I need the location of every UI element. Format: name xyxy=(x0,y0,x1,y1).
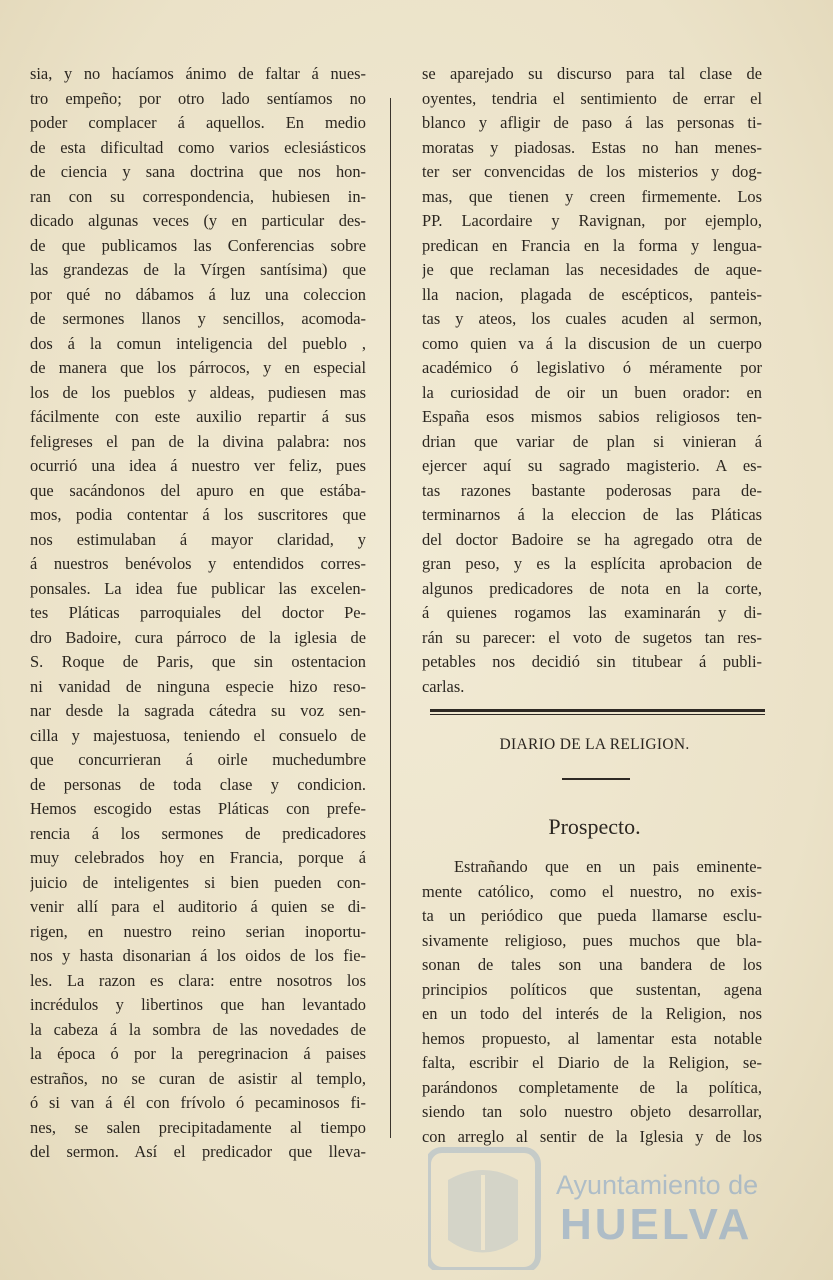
text-line: venir allí para el auditorio á quien se di- xyxy=(30,897,366,916)
text-line: incrédulos y libertinos que han levantado xyxy=(30,995,366,1014)
text-line: poder complacer á aquellos. En medio xyxy=(30,113,366,132)
text-line: tes Pláticas parroquiales del doctor Pe- xyxy=(30,603,366,622)
text-line: predican en Francia en la forma y lengua- xyxy=(422,235,762,255)
text-line: rán su parecer: el voto de sugetos tan res- xyxy=(422,627,762,647)
section-rule-thin xyxy=(430,714,765,715)
column-divider xyxy=(390,98,391,1138)
text-line: ter ser convencidas de los misterios y dog- xyxy=(422,162,762,181)
text-line: nar desde la sagrada cátedra su voz sen- xyxy=(30,701,366,720)
text-line: oyentes, tendria el sentimiento de errar el xyxy=(422,88,762,108)
text-line: mos, podia contentar á los suscritores que xyxy=(30,505,366,524)
right-text-column xyxy=(422,62,762,699)
text-line: la cabeza á la sombra de las novedades de xyxy=(30,1019,366,1039)
text-line: S. Roque de Paris, que sin ostentacion xyxy=(30,652,366,671)
text-line: nes, se salen precipitadamente al tiempo xyxy=(30,1117,366,1137)
text-line: terminarnos á la eleccion de las Pláticas xyxy=(422,505,762,524)
text-line: la época ó por la peregrinacion á paises xyxy=(30,1044,366,1063)
text-line: se aparejado su discurso para tal clase de xyxy=(422,64,762,83)
text-line: parándonos completamente de la política, xyxy=(422,1077,762,1097)
text-line: estraños, no se curan de asistir al templo, xyxy=(30,1068,366,1088)
text-line: rigen, en nuestro reino serian inoportu- xyxy=(30,921,366,941)
text-line: ponsales. La idea fue publicar las excelen- xyxy=(30,578,366,598)
text-line: je que reclaman las necesidades de aque- xyxy=(422,260,762,279)
text-line: carlas. xyxy=(422,676,465,696)
watermark-line-1: Ayuntamiento de xyxy=(556,1170,759,1200)
text-line: á nuestros benévolos y entendidos corres- xyxy=(30,554,366,573)
text-line: sivamente religioso, pues muchos que bla- xyxy=(422,930,762,950)
text-line: á quienes rogamos las examinarán y di- xyxy=(422,603,762,622)
text-line: lla nacion, plagada de escépticos, panteis- xyxy=(422,284,762,304)
text-line: del sermon. Así el predicador que lleva- xyxy=(30,1142,366,1161)
text-line: falta, escribir el Diario de la Religion, se- xyxy=(422,1053,762,1072)
text-line: algunos predicadores de nota en la corte, xyxy=(422,578,762,598)
prospect-title: Prospecto. xyxy=(548,814,641,839)
text-line: nos y hasta disonarian á los oidos de los fie- xyxy=(30,946,366,965)
text-line: feligreses el pan de la divina palabra: nos xyxy=(30,431,366,451)
text-line: ó si van á él con frívolo ó pecaminosos fi- xyxy=(30,1093,366,1112)
text-line: en un todo del interés de la Religion, nos xyxy=(422,1004,762,1023)
text-line: Estrañando que en un pais eminente- xyxy=(454,857,762,876)
text-line: ta un periódico que pueda llamarse esclu- xyxy=(422,906,762,925)
text-line: con arreglo al sentir de la Iglesia y de los xyxy=(422,1126,762,1146)
title-underline xyxy=(562,778,630,780)
text-line: siendo tan solo nuestro objeto desarrollar, xyxy=(422,1102,762,1121)
text-line: petables nos decidió sin titubear á publi- xyxy=(422,652,762,671)
text-line: las grandezas de la Vírgen santísima) que xyxy=(30,260,366,279)
text-line: de esta dificultad como varios eclesiásticos xyxy=(30,137,366,157)
text-line: de que publicamos las Conferencias sobre xyxy=(30,235,366,255)
text-line: España esos mismos sabios religiosos ten- xyxy=(422,407,762,426)
text-line: tro empeño; por otro lado sentíamos no xyxy=(30,88,366,108)
text-line: por qué no dábamos á luz una coleccion xyxy=(30,284,366,304)
text-line: los de los pueblos y aldeas, pudiesen mas xyxy=(30,382,366,402)
text-line: hemos propuesto, al lamentar esta notable xyxy=(422,1028,762,1048)
text-line: la curiosidad de oir un buen orador: en xyxy=(422,382,762,402)
text-line: de ciencia y sana doctrina que nos hon- xyxy=(30,162,366,181)
text-line: ran con su correspondencia, hubiesen in- xyxy=(30,186,366,206)
text-line: dicado algunas veces (y en particular des- xyxy=(30,211,366,230)
text-line: ejercer aquí su sagrado magisterio. A es- xyxy=(422,456,762,475)
prospect-text-column xyxy=(422,855,762,1149)
text-line: ni vanidad de ninguna especie hizo reso- xyxy=(30,676,366,696)
text-line: nos estimulaban á mayor claridad, y xyxy=(30,529,366,549)
section-rule-thick xyxy=(430,709,765,712)
text-line: mente católico, como el nuestro, no exis- xyxy=(422,881,762,901)
text-line: de personas de toda clase y condicion. xyxy=(30,774,366,794)
text-line: juicio de inteligentes si bien pueden con- xyxy=(30,872,366,892)
text-line: de manera que los párrocos, y en especial xyxy=(30,358,366,377)
text-line: drian que variar de plan si vinieran á xyxy=(422,431,762,451)
text-line: cilla y majestuosa, teniendo el consuelo de xyxy=(30,725,366,745)
text-line: rencia á los sermones de predicadores xyxy=(30,823,366,843)
text-line: dro Badoire, cura párroco de la iglesia de xyxy=(30,627,366,647)
text-line: tas y ateos, los cuales acuden al sermon, xyxy=(422,309,762,328)
section-title: DIARIO DE LA RELIGION. xyxy=(499,736,690,753)
text-line: como quien va á la discusion de un cuerpo xyxy=(422,333,762,353)
text-line: PP. Lacordaire y Ravignan, por ejemplo, xyxy=(422,211,762,230)
text-line: Hemos escogido estas Pláticas con prefe- xyxy=(30,799,366,818)
text-line: que concurrieran á oirle muchedumbre xyxy=(30,750,366,769)
text-line: tas razones bastante poderosas para de- xyxy=(422,480,762,500)
watermark-line-2: HUELVA xyxy=(560,1200,753,1249)
text-line: del doctor Badoire se ha agregado otra de xyxy=(422,529,762,549)
text-line: que sacándonos del apuro en que estába- xyxy=(30,480,366,500)
text-line: de sermones llanos y sencillos, acomoda- xyxy=(30,309,366,328)
text-line: sonan de tales son una bandera de los xyxy=(422,955,762,974)
text-line: muy celebrados hoy en Francia, porque á xyxy=(30,848,366,867)
text-line: dos á la comun inteligencia del pueblo , xyxy=(30,333,366,353)
text-line: gran peso, y es la esplícita aprobacion de xyxy=(422,554,762,573)
left-text-column xyxy=(30,62,366,1165)
text-line: fácilmente con este auxilio repartir á sus xyxy=(30,407,366,426)
text-line: académico ó legislativo ó méramente por xyxy=(422,358,762,377)
text-line: sia, y no hacíamos ánimo de faltar á nues- xyxy=(30,64,366,83)
text-line: ocurrió una idea á nuestro ver feliz, pues xyxy=(30,456,366,475)
text-line: principios políticos que sustentan, agena xyxy=(422,979,762,999)
text-line: les. La razon es clara: entre nosotros los xyxy=(30,970,366,990)
text-line: blanco y afligir de paso á las personas ti- xyxy=(422,113,762,132)
text-line: moratas y piadosas. Estas no han menes- xyxy=(422,137,762,157)
text-line: mas, que tienen y creen firmemente. Los xyxy=(422,186,762,206)
